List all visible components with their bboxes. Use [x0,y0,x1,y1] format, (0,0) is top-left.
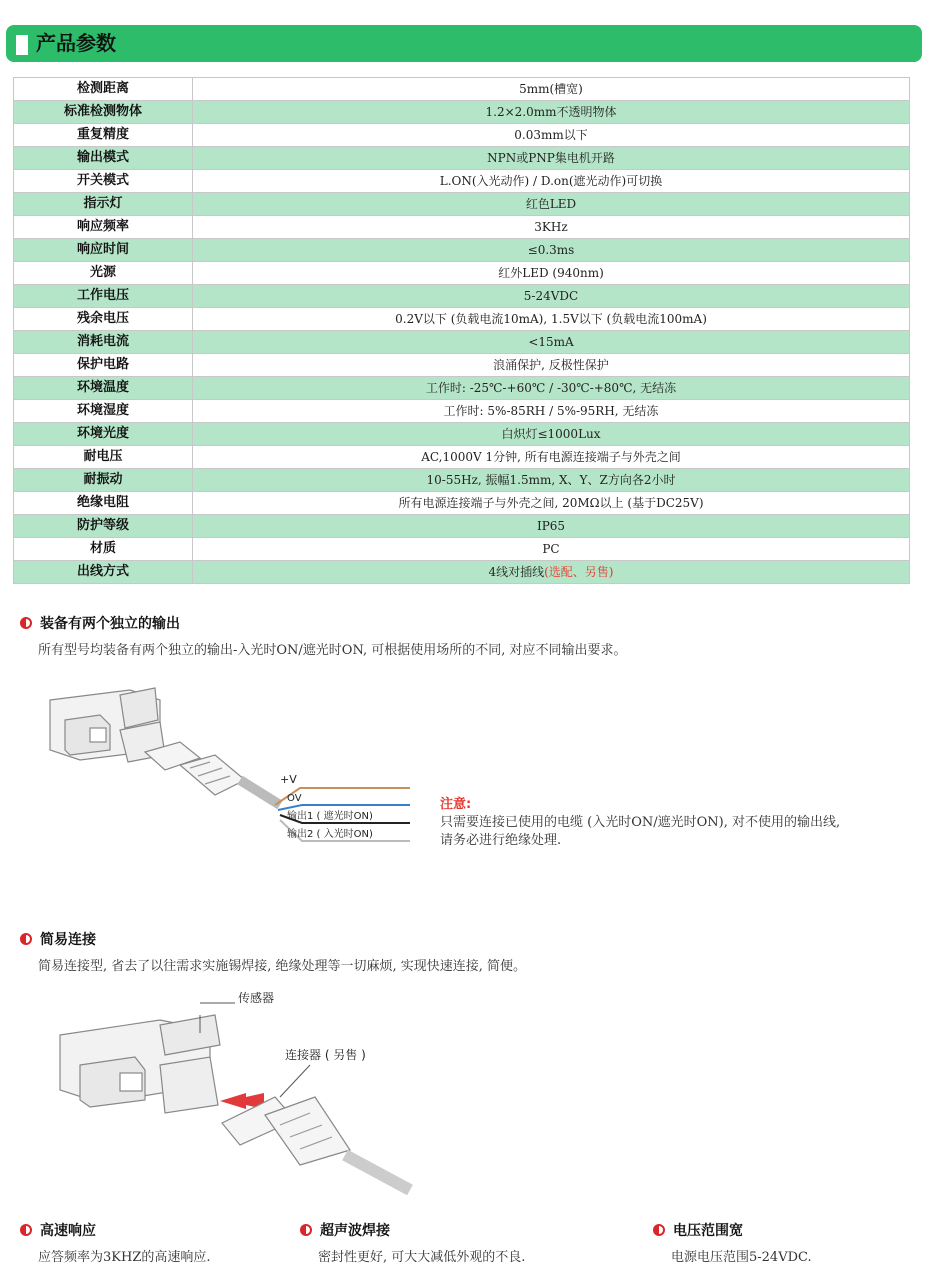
note-line: 请务必进行绝缘处理. [440,833,562,848]
spec-value [193,285,910,308]
spec-value [193,423,910,446]
spec-key: 消耗电流 [14,331,193,354]
spec-value-text: 浪涌保护, 反极性保护 [493,358,609,372]
bullet-icon [20,933,32,945]
spec-key: 环境湿度 [14,400,193,423]
spec-row [14,469,910,492]
bullet-icon [300,1224,312,1236]
wire-label-vplus: +V [280,773,297,786]
spec-row [14,377,910,400]
wire-label-out2: 输出2 ( 入光时ON) [287,829,373,840]
spec-value [193,262,910,285]
spec-key: 指示灯 [14,193,193,216]
easy-connect-diagram [50,985,430,1200]
spec-value-text: AC,1000V 1分钟, 所有电源连接端子与外壳之间 [421,450,681,464]
spec-key: 保护电路 [14,354,193,377]
spec-value [193,469,910,492]
spec-value-text: 5mm(槽宽) [519,82,583,96]
bullet-icon [653,1224,665,1236]
spec-key: 出线方式 [14,561,193,584]
spec-row [14,262,910,285]
spec-value-text: 0.03mm以下 [514,128,588,142]
spec-key: 工作电压 [14,285,193,308]
spec-value [193,492,910,515]
spec-row [14,354,910,377]
spec-key: 耐振动 [14,469,193,492]
feature-dual-output [20,613,627,658]
note-title: 注意: [440,797,472,812]
spec-row [14,101,910,124]
spec-value-text: NPN或PNP集电机开路 [487,151,615,165]
spec-key: 开关模式 [14,170,193,193]
sensor-label: 传感器 [238,991,275,1005]
spec-value-text: 10-55Hz, 振幅1.5mm, X、Y、Z方向各2小时 [426,473,676,487]
spec-row [14,78,910,101]
feature-desc: 密封性更好, 可大大减低外观的不良. [318,1250,526,1265]
spec-value [193,216,910,239]
spec-value-text: IP65 [536,519,566,533]
spec-value [193,101,910,124]
spec-row [14,331,910,354]
spec-key: 材质 [14,538,193,561]
connector-illustration [145,742,280,805]
spec-value-text: 所有电源连接端子与外壳之间, 20MΩ以上 (基于DC25V) [398,496,704,510]
feature-ultrasonic [300,1220,525,1265]
feature-desc: 简易连接型, 省去了以往需求实施锡焊接, 绝缘处理等一切麻烦, 实现快速连接, 简便。 [38,959,527,974]
spec-value [193,561,910,584]
spec-value-text: L.ON(入光动作) / D.on(遮光动作)可切换 [439,174,663,188]
feature-title: 装备有两个独立的输出 [40,616,180,632]
spec-key: 光源 [14,262,193,285]
spec-value-text: 4线对插线 [488,565,545,579]
spec-value-text: 工作时: 5%-85RH / 5%-95RH, 无结冻 [443,404,659,418]
spec-row [14,170,910,193]
spec-value [193,377,910,400]
spec-value [193,239,910,262]
feature-desc: 电源电压范围5-24VDC. [671,1250,812,1265]
spec-value-text: 工作时: -25℃-+60℃ / -30℃-+80℃, 无结冻 [425,381,677,395]
spec-row [14,147,910,170]
spec-row [14,285,910,308]
spec-value-text: 3KHz [534,220,568,234]
feature-easy-connect [20,929,526,974]
feature-title: 高速响应 [40,1223,96,1239]
spec-key: 环境温度 [14,377,193,400]
spec-value-text: ≤0.3ms [527,243,575,257]
spec-value [193,124,910,147]
spec-value [193,515,910,538]
feature-title: 超声波焊接 [320,1223,390,1239]
wiring-note [440,796,840,850]
spec-row [14,216,910,239]
spec-row [14,400,910,423]
spec-key: 响应时间 [14,239,193,262]
spec-key: 重复精度 [14,124,193,147]
spec-value-text: PC [542,542,560,556]
spec-value [193,446,910,469]
spec-value-text: 白炽灯≤1000Lux [501,427,601,441]
spec-value [193,147,910,170]
spec-value-text: 1.2×2.0mm不透明物体 [485,105,617,119]
spec-key: 残余电压 [14,308,193,331]
feature-desc: 所有型号均装备有两个独立的输出-入光时ON/遮光时ON, 可根据使用场所的不同, 对应不同输出要求。 [38,643,627,658]
bullet-icon [20,1224,32,1236]
feature-title: 电压范围宽 [673,1223,743,1239]
spec-table [13,77,910,584]
spec-key: 输出模式 [14,147,193,170]
sensor-illustration [60,1015,220,1113]
spec-key: 防护等级 [14,515,193,538]
note-line: 只需要连接已使用的电缆 (入光时ON/遮光时ON), 对不使用的输出线, [440,815,841,830]
spec-value-note: (选配、另售) [544,565,614,579]
feature-high-speed [20,1220,211,1265]
spec-key: 响应频率 [14,216,193,239]
header-title: 产品参数 [36,31,116,55]
spec-key: 检测距离 [14,78,193,101]
spec-row [14,538,910,561]
bullet-icon [20,617,32,629]
wire-label-ov: OV [287,793,302,804]
label-leader [280,1065,310,1097]
spec-row [14,515,910,538]
spec-value-text: 0.2V以下 (负载电流10mA), 1.5V以下 (负载电流100mA) [395,312,707,326]
spec-value [193,331,910,354]
spec-key: 标准检测物体 [14,101,193,124]
spec-value-text: 红色LED [525,197,577,211]
spec-row [14,423,910,446]
spec-value [193,400,910,423]
spec-value [193,170,910,193]
feature-desc: 应答频率为3KHZ的高速响应. [38,1250,211,1265]
spec-key: 耐电压 [14,446,193,469]
section-header [6,25,922,62]
spec-value [193,193,910,216]
wire-label-out1: 输出1 ( 遮光时ON) [287,811,373,822]
spec-row [14,561,910,584]
spec-value-text: 红外LED (940nm) [498,266,604,280]
spec-value [193,308,910,331]
spec-row [14,193,910,216]
spec-row [14,124,910,147]
dual-output-diagram [40,680,420,860]
header-marker [16,35,28,55]
feature-title: 简易连接 [40,932,96,948]
spec-value [193,538,910,561]
spec-key: 环境光度 [14,423,193,446]
spec-row [14,239,910,262]
spec-key: 绝缘电阻 [14,492,193,515]
spec-row [14,492,910,515]
feature-voltage [653,1220,812,1265]
spec-value-text: <15mA [528,335,574,349]
connector-illustration [222,1097,410,1190]
spec-row [14,446,910,469]
spec-value [193,354,910,377]
connector-label: 连接器 ( 另售 ) [285,1048,366,1062]
spec-value [193,78,910,101]
spec-row [14,308,910,331]
spec-value-text: 5-24VDC [523,289,579,303]
